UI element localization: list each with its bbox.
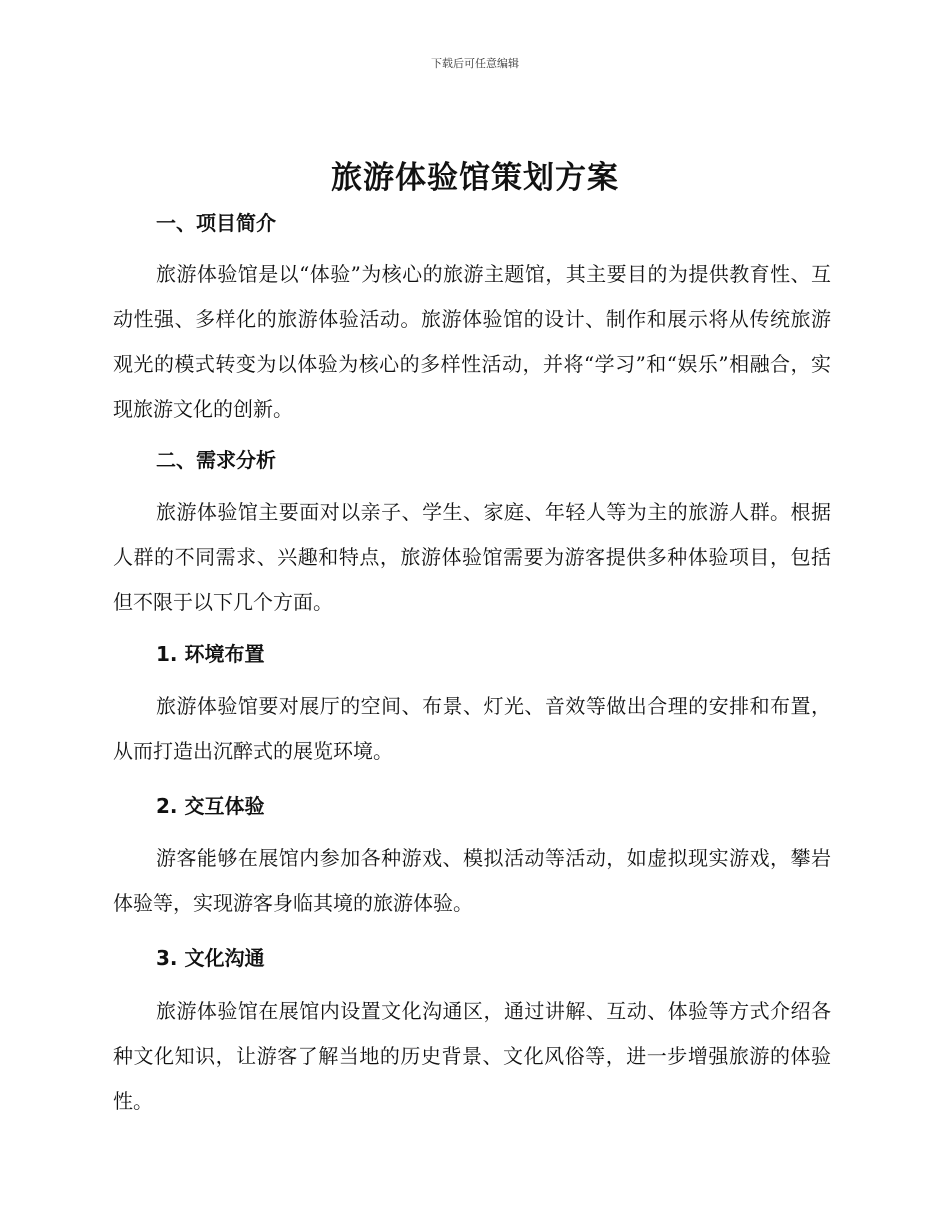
section-heading-culture: 3. 文化沟通 xyxy=(156,946,265,970)
document-title: 旅游体验馆策划方案 xyxy=(331,160,619,196)
section-paragraph-intro: 旅游体验馆是以“体验”为核心的旅游主题馆，其主要目的为提供教育性、互动性强、多样化的旅游体验活动。旅游体验馆的设计、制作和展示将从传统旅游观光的模式转变为以体验为核心的多样性活动，并将“学习”和“娱乐”相融合，实现旅游文化的创新。 xyxy=(113,262,831,421)
section-paragraph-needs: 旅游体验馆主要面对以亲子、学生、家庭、年轻人等为主的旅游人群。根据人群的不同需求、兴趣和特点，旅游体验馆需要为游客提供多种体验项目，包括但不限于以下几个方面。 xyxy=(113,500,831,614)
section-heading-environment: 1. 环境布置 xyxy=(156,642,265,666)
section-heading-interaction: 2. 交互体验 xyxy=(156,794,265,818)
section-paragraph-culture: 旅游体验馆在展馆内设置文化沟通区，通过讲解、互动、体验等方式介绍各种文化知识，让游客了解当地的历史背景、文化风俗等，进一步增强旅游的体验性。 xyxy=(113,999,831,1113)
section-paragraph-interaction: 游客能够在展馆内参加各种游戏、模拟活动等活动，如虚拟现实游戏，攀岩体验等，实现游客身临其境的旅游体验。 xyxy=(113,846,831,915)
section-paragraph-environment: 旅游体验馆要对展厅的空间、布景、灯光、音效等做出合理的安排和布置，从而打造出沉醉式的展览环境。 xyxy=(113,694,831,763)
section-heading-intro: 一、项目简介 xyxy=(156,211,276,235)
page-header-note: 下载后可任意编辑 xyxy=(431,57,519,70)
section-heading-needs: 二、需求分析 xyxy=(156,448,276,472)
